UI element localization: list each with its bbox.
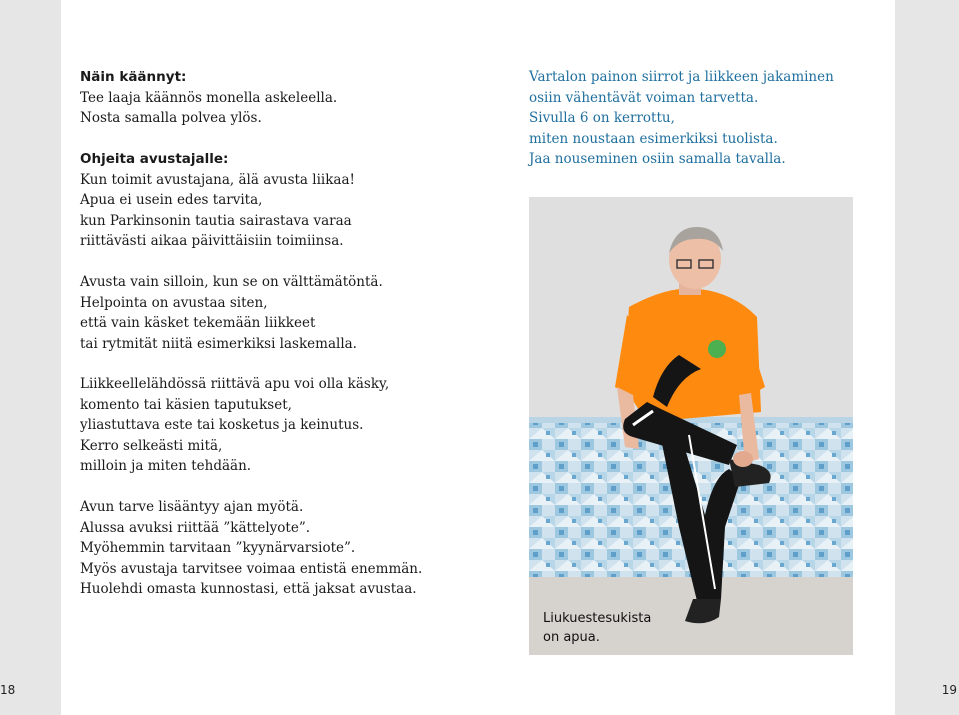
weight-shift-paragraph bbox=[529, 67, 834, 170]
help-need-paragraph bbox=[80, 497, 422, 600]
text-line: Tee laaja käännös monella askeleella. bbox=[80, 89, 338, 106]
text-line: Avun tarve lisääntyy ajan myötä. bbox=[80, 499, 304, 515]
text-line: osiin vähentävät voiman tarvetta. bbox=[529, 89, 759, 106]
caption-line: on apua. bbox=[543, 630, 600, 645]
text-line: Alussa avuksi riittää ”kättelyote”. bbox=[80, 519, 311, 536]
page-number-right: 19 bbox=[941, 683, 957, 697]
helper-heading: Ohjeita avustajalle: bbox=[80, 151, 229, 167]
photo-caption bbox=[543, 609, 651, 647]
text-line: Jaa nouseminen osiin samalla tavalla. bbox=[529, 151, 786, 168]
text-line: yliastuttava este tai kosketus ja keinutus. bbox=[80, 417, 364, 434]
caption-line: Liukuestesukista bbox=[543, 611, 652, 626]
text-line: Apua ei usein edes tarvita, bbox=[80, 192, 263, 209]
page-number-left: 18 bbox=[0, 683, 16, 697]
text-line: komento tai käsien taputukset, bbox=[80, 396, 292, 413]
assist-paragraph bbox=[80, 272, 383, 354]
start-moving-paragraph bbox=[80, 374, 389, 477]
turning-instructions bbox=[80, 67, 337, 129]
text-line: Avusta vain silloin, kun se on välttämätöntä. bbox=[80, 274, 383, 290]
text-line: Myös avustaja tarvitsee voimaa entistä enemmän. bbox=[80, 560, 423, 577]
text-line: Kerro selkeästi mitä, bbox=[80, 437, 223, 454]
helper-instructions bbox=[80, 149, 355, 252]
text-line: kun Parkinsonin tautia sairastava varaa bbox=[80, 212, 352, 229]
text-line: Sivulla 6 on kerrottu, bbox=[529, 110, 675, 127]
text-line: Kun toimit avustajana, älä avusta liikaa! bbox=[80, 171, 355, 188]
photo-illustration bbox=[529, 197, 853, 655]
text-line: Huolehdi omasta kunnostasi, että jaksat avustaa. bbox=[80, 581, 417, 598]
text-line: miten noustaan esimerkiksi tuolista. bbox=[529, 130, 778, 147]
text-line: Myöhemmin tarvitaan ”kyynärvarsiote”. bbox=[80, 540, 356, 557]
text-line: että vain käsket tekemään liikkeet bbox=[80, 315, 316, 332]
text-line: Liikkeellelähdössä riittävä apu voi olla käsky, bbox=[80, 376, 390, 392]
text-line: milloin ja miten tehdään. bbox=[80, 458, 252, 475]
text-line: Vartalon painon siirrot ja liikkeen jakaminen bbox=[529, 69, 834, 85]
text-line: Helpointa on avustaa siten, bbox=[80, 294, 268, 311]
text-line: Nosta samalla polvea ylös. bbox=[80, 110, 262, 127]
photo-man-with-socks bbox=[529, 197, 853, 655]
turning-heading: Näin käännyt: bbox=[80, 69, 187, 85]
text-line: tai rytmität niitä esimerkiksi laskemalla. bbox=[80, 335, 357, 352]
text-line: riittävästi aikaa päivittäisiin toimiinsa. bbox=[80, 233, 344, 250]
